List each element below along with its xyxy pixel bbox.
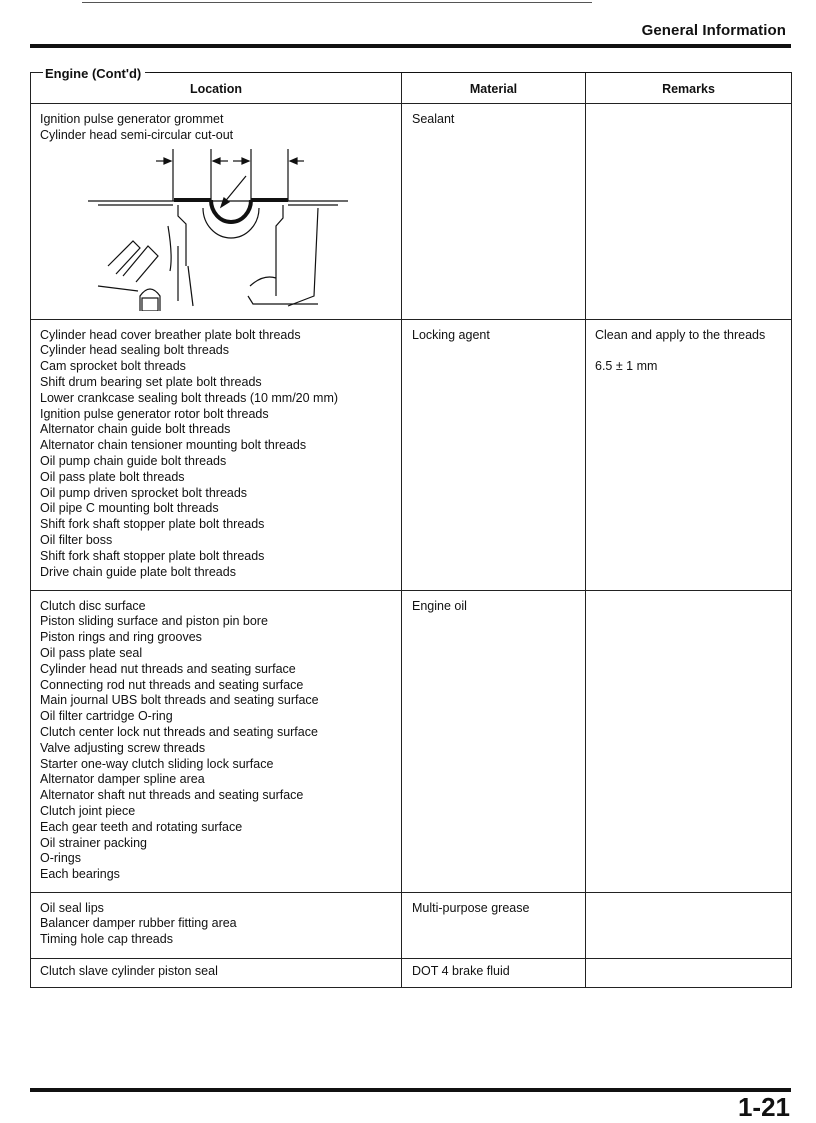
location-item: Alternator damper spline area xyxy=(40,772,205,787)
location-item: Oil pump chain guide bolt threads xyxy=(40,453,227,468)
location-item: Main journal UBS bolt threads and seating surface xyxy=(40,693,319,708)
location-item: Ignition pulse generator grommet xyxy=(40,112,224,126)
footer-rule xyxy=(30,1088,791,1092)
top-rule xyxy=(82,2,592,3)
location-item: Clutch center lock nut threads and seating surface xyxy=(40,724,318,739)
location-item: Alternator chain tensioner mounting bolt threads xyxy=(40,438,307,453)
column-header-material: Material xyxy=(402,73,586,104)
section-rule xyxy=(150,72,791,73)
location-item: Oil pump driven sprocket bolt threads xyxy=(40,485,248,500)
material-cell xyxy=(402,590,586,892)
remarks-cell xyxy=(586,892,792,958)
table-row xyxy=(31,590,792,892)
location-item: O-rings xyxy=(40,851,81,866)
location-cell xyxy=(31,892,402,958)
material-value: Multi-purpose grease xyxy=(412,900,530,915)
location-item: Shift fork shaft stopper plate bolt threads xyxy=(40,548,265,563)
remarks-value: 6.5 ± 1 mm xyxy=(595,359,658,374)
column-header-location: Location xyxy=(31,73,402,104)
location-item: Shift fork shaft stopper plate bolt threads xyxy=(40,517,265,532)
location-item: Cylinder head cover breather plate bolt threads xyxy=(40,327,301,342)
location-item: Cylinder head semi-circular cut-out xyxy=(40,127,234,142)
cylinder-head-cut-out-diagram xyxy=(78,146,348,311)
material-cell xyxy=(402,958,586,988)
location-item: Starter one-way clutch sliding lock surface xyxy=(40,756,274,771)
location-item: Piston sliding surface and piston pin bore xyxy=(40,614,268,629)
location-cell xyxy=(31,958,402,988)
location-item: Oil pass plate bolt threads xyxy=(40,469,185,484)
location-item: Valve adjusting screw threads xyxy=(40,740,206,755)
table-row xyxy=(31,892,792,958)
material-value: DOT 4 brake fluid xyxy=(412,963,510,978)
location-item: Connecting rod nut threads and seating surface xyxy=(40,677,304,692)
page-number: 1-21 xyxy=(737,1092,790,1122)
location-item: Timing hole cap threads xyxy=(40,932,173,947)
location-item: Cylinder head nut threads and seating surface xyxy=(40,661,296,676)
remarks-cell xyxy=(586,590,792,892)
table-row xyxy=(31,319,792,590)
location-item: Clutch joint piece xyxy=(40,803,136,818)
remarks-value: Clean and apply to the threads xyxy=(595,327,766,342)
location-item: Each bearings xyxy=(40,867,120,882)
location-item: Shift drum bearing set plate bolt threads xyxy=(40,374,262,389)
location-item: Cam sprocket bolt threads xyxy=(40,359,186,374)
location-item: Oil filter boss xyxy=(40,532,113,547)
table-row xyxy=(31,958,792,988)
material-value: Engine oil xyxy=(412,598,467,613)
remarks-cell xyxy=(586,319,792,590)
location-item: Balancer damper rubber fitting area xyxy=(40,916,237,931)
location-item: Clutch disc surface xyxy=(40,598,146,613)
location-item: Drive chain guide plate bolt threads xyxy=(40,564,236,579)
location-cell xyxy=(31,590,402,892)
location-item: Alternator shaft nut threads and seating surface xyxy=(40,788,304,803)
location-item: Oil pipe C mounting bolt threads xyxy=(40,501,219,516)
location-item: Ignition pulse generator rotor bolt threads xyxy=(40,406,269,421)
page-header-title: General Information xyxy=(641,22,786,39)
location-item: Lower crankcase sealing bolt threads (10 mm/20 mm) xyxy=(40,390,339,405)
material-value: Sealant xyxy=(412,112,455,126)
location-item: Oil strainer packing xyxy=(40,835,147,850)
lubrication-table xyxy=(30,72,792,988)
location-item: Clutch slave cylinder piston seal xyxy=(40,963,218,978)
remarks-cell xyxy=(586,104,792,320)
material-cell xyxy=(402,319,586,590)
location-item: Oil pass plate seal xyxy=(40,645,143,660)
location-item: Oil filter cartridge O-ring xyxy=(40,709,173,724)
location-item: Cylinder head sealing bolt threads xyxy=(40,343,230,358)
remarks-cell xyxy=(586,958,792,988)
header-rule xyxy=(30,44,791,48)
location-cell xyxy=(31,319,402,590)
location-cell xyxy=(31,104,402,320)
material-cell xyxy=(402,104,586,320)
material-value: Locking agent xyxy=(412,327,490,342)
material-cell xyxy=(402,892,586,958)
location-item: Each gear teeth and rotating surface xyxy=(40,819,243,834)
table-row xyxy=(31,104,792,320)
location-item: Piston rings and ring grooves xyxy=(40,630,202,645)
section-label: Engine (Cont'd) xyxy=(43,66,145,81)
column-header-remarks: Remarks xyxy=(586,73,792,104)
location-item: Alternator chain guide bolt threads xyxy=(40,422,231,437)
location-item: Oil seal lips xyxy=(40,900,104,915)
